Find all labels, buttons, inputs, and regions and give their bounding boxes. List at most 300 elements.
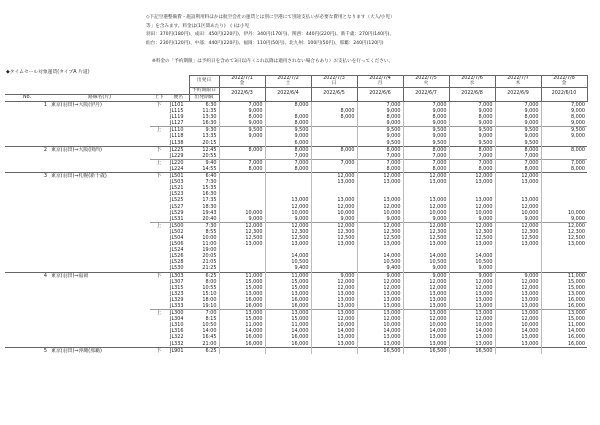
sale-end-label: 出発期限: [189, 94, 219, 101]
departure-time: 7:30: [205, 179, 217, 186]
fare-cell: 7,000: [449, 153, 495, 160]
fare-cell: 13,000: [357, 241, 403, 247]
table-row: [5, 153, 587, 160]
fare-cell: 8,000: [403, 114, 449, 120]
fare-cell: [311, 102, 357, 109]
fare-cell: 8,000: [495, 166, 541, 173]
fare-cell: 11,000: [265, 322, 311, 328]
fare-cell: 8,000: [541, 166, 587, 173]
fare-cell: 12,000: [495, 222, 541, 229]
fare-cell: 12,000: [449, 222, 495, 229]
direction: [150, 120, 168, 127]
deadline-date: 2022/6/7: [403, 87, 449, 101]
deadline-date: 2022/6/3: [219, 87, 265, 101]
fare-cell: 9,000: [403, 120, 449, 127]
fare-cell: 12,000: [265, 222, 311, 229]
fare-cell: 16,500: [357, 347, 403, 354]
direction: [150, 265, 168, 272]
fare-cell: [265, 173, 311, 180]
fare-cell: 12,000: [403, 222, 449, 229]
fare-cell: 8,000: [357, 166, 403, 173]
flight-number: JL524: [170, 247, 184, 254]
fare-cell: 10,000: [449, 210, 495, 216]
fare-cell: 13,000: [403, 179, 449, 185]
direction: [150, 166, 168, 173]
fare-cell: 12,000: [311, 204, 357, 210]
fare-cell: 13,000: [449, 197, 495, 203]
flight-number: JL526: [170, 253, 184, 260]
flight-number: JL502: [170, 228, 184, 235]
fare-cell: 13,000: [495, 297, 541, 303]
fare-cell: 9,000: [219, 216, 265, 223]
fare-cell: 14,000: [265, 328, 311, 334]
fare-cell: 8,000: [541, 114, 587, 120]
fare-cell: [495, 347, 541, 354]
fare-cell: 9,000: [449, 265, 495, 272]
fare-cell: 10,000: [219, 210, 265, 216]
fare-cell: 7,000: [449, 159, 495, 166]
flight-number: JL529: [170, 209, 184, 216]
fee-notice-line-4: 仙台：230円(120円)、中部：440円(220円)、福岡：110円(50円)、北九州：100円(50円)、那覇：240円(120円): [146, 40, 384, 46]
fare-cell: 8,000: [265, 120, 311, 127]
direction: 下: [150, 173, 168, 180]
fare-cell: 13,000: [311, 303, 357, 310]
fare-cell: 12,000: [357, 285, 403, 291]
departure-time: 20:55: [202, 152, 217, 159]
fare-cell: 7,000: [219, 102, 265, 109]
flight-number: JL115: [170, 108, 184, 115]
fare-cell: 12,000: [311, 279, 357, 285]
fare-cell: 13,000: [403, 303, 449, 310]
fare-cell: 14,000: [357, 328, 403, 334]
col-direction: 上下: [150, 94, 168, 101]
table-row: [5, 127, 587, 134]
departure-time: 11:00: [202, 241, 217, 248]
fare-cell: 13,000: [219, 241, 265, 247]
fee-notice: [146, 14, 586, 48]
fare-cell: 10,000: [403, 210, 449, 216]
fare-cell: 12,500: [219, 235, 265, 241]
fare-cell: 12,000: [311, 316, 357, 322]
departure-time: 14:00: [202, 328, 217, 335]
date-header: 2022/7/7 木: [495, 76, 541, 88]
fare-cell: 7,000: [357, 153, 403, 160]
departure-time: 15:10: [202, 290, 217, 297]
fare-cell: 16,500: [403, 347, 449, 354]
fare-cell: 8,000: [311, 146, 357, 153]
fare-cell: 16,000: [265, 303, 311, 310]
fare-cell: [219, 265, 265, 272]
flight-number: JL220: [168, 159, 189, 166]
fare-cell: 9,000: [219, 120, 265, 127]
date-header-row: [5, 76, 587, 88]
direction: 下: [150, 102, 168, 109]
deadline-date: 2022/6/10: [541, 87, 587, 101]
deadline-date: 2022/6/6: [357, 87, 403, 101]
fare-cell: 9,000: [357, 120, 403, 127]
flight-number: JL901: [168, 347, 189, 354]
fare-cell: 9,000: [449, 120, 495, 127]
fare-cell: 12,000: [357, 173, 403, 180]
fare-cell: 12,000: [541, 222, 587, 229]
deadline-date: 2022/6/4: [265, 87, 311, 101]
fare-cell: 14,000: [449, 253, 495, 259]
fare-cell: 9,500: [403, 140, 449, 147]
fare-cell: 13,000: [357, 334, 403, 340]
fare-cell: [265, 347, 311, 354]
departure-time: 6:30: [189, 102, 219, 109]
fare-cell: 13,000: [265, 310, 311, 317]
fare-cell: 12,300: [449, 229, 495, 235]
fare-cell: 12,000: [403, 316, 449, 322]
departure-time: 10:00: [202, 234, 217, 241]
fare-cell: 7,000: [265, 159, 311, 166]
fare-cell: 13,000: [403, 197, 449, 203]
date-header: 2022/7/1 金: [219, 76, 265, 88]
route-number: 4: [5, 272, 49, 279]
fare-cell: 9,000: [403, 108, 449, 114]
fare-cell: 16,000: [265, 297, 311, 303]
fare-cell: [219, 347, 265, 354]
fare-cell: 11,000: [219, 322, 265, 328]
fare-cell: 12,500: [265, 235, 311, 241]
flight-number: JL530: [170, 265, 184, 272]
route-name: [49, 153, 150, 160]
table-row: [5, 272, 587, 279]
fare-cell: 13,000: [495, 310, 541, 317]
col-route: 路線名(片): [49, 94, 150, 101]
fare-cell: [311, 347, 357, 354]
fare-cell: 13,000: [449, 303, 495, 310]
fare-cell: 8,000: [449, 114, 495, 120]
fare-cell: 16,000: [219, 303, 265, 310]
table-row: [5, 159, 587, 166]
departure-time: 16:30: [202, 191, 217, 198]
fare-cell: 16,000: [219, 334, 265, 340]
fare-cell: 15,000: [541, 316, 587, 322]
fare-cell: 9,500: [403, 127, 449, 134]
fare-cell: 9,000: [265, 216, 311, 223]
departure-time: 17:35: [202, 197, 217, 204]
direction: [150, 303, 168, 310]
fare-cell: 12,000: [265, 204, 311, 210]
fare-cell: 12,500: [495, 235, 541, 241]
flight-number: JL307: [170, 278, 184, 285]
fare-cell: [219, 153, 265, 160]
fare-cell: 7,000: [495, 153, 541, 160]
fare-cell: 12,000: [357, 204, 403, 210]
fare-cell: 8,000: [311, 114, 357, 120]
route-name: [49, 140, 150, 147]
direction: [150, 341, 168, 348]
departure-time: 21:25: [202, 265, 217, 272]
fare-table: [5, 75, 588, 354]
fare-cell: 9,000: [219, 133, 265, 139]
fare-cell: 7,000: [403, 102, 449, 109]
fare-cell: 12,000: [495, 279, 541, 285]
table-row: [5, 310, 587, 317]
departure-time: 7:30: [189, 222, 219, 229]
direction: 上: [150, 310, 168, 317]
fare-cell: 12,000: [403, 279, 449, 285]
fare-cell: 13,000: [357, 179, 403, 185]
fare-cell: 9,000: [219, 108, 265, 114]
departure-time: 18:30: [202, 203, 217, 210]
route-name: [49, 265, 150, 272]
fare-cell: 13,000: [311, 241, 357, 247]
fare-cell: 16,000: [541, 303, 587, 310]
fare-cell: 12,300: [541, 229, 587, 235]
fare-cell: 7,000: [403, 159, 449, 166]
departure-time: 19:43: [202, 209, 217, 216]
fare-cell: 6,000: [265, 140, 311, 147]
departure-time: 20:05: [202, 253, 217, 260]
fare-table-body: [5, 102, 587, 354]
route-number: [5, 303, 49, 310]
fee-notice-line-2: 等」を含みます。料金は(1区間あたり) ( )は小児: [146, 23, 250, 29]
fare-cell: 16,000: [265, 341, 311, 348]
flight-number: JL332: [170, 340, 184, 347]
direction: [150, 153, 168, 160]
direction: 下: [150, 146, 168, 153]
flight-number: JL118: [170, 133, 184, 140]
fare-cell: 10,000: [403, 322, 449, 328]
fare-cell: 16,000: [541, 341, 587, 348]
fare-cell: [311, 140, 357, 147]
fare-cell: 9,500: [219, 127, 265, 134]
fare-cell: 13,000: [495, 341, 541, 348]
flight-number: JL229: [170, 152, 184, 159]
fare-cell: 8,000: [265, 146, 311, 153]
fare-cell: 9,000: [449, 216, 495, 223]
fare-cell: 9,000: [357, 133, 403, 139]
fare-cell: [495, 265, 541, 272]
departure-time: 9:30: [189, 127, 219, 134]
fare-cell: 14,000: [495, 328, 541, 334]
fare-cell: 9,500: [495, 127, 541, 134]
departure-time: 14:55: [202, 165, 217, 172]
fare-cell: 9,000: [311, 272, 357, 279]
fare-cell: 13,000: [357, 197, 403, 203]
fare-cell: 13,000: [541, 291, 587, 297]
fare-cell: 9,000: [449, 272, 495, 279]
fare-cell: 12,500: [357, 235, 403, 241]
col-flight: 便名: [168, 94, 189, 101]
direction: [150, 216, 168, 223]
fare-cell: 13,000: [403, 291, 449, 297]
fare-cell: 10,500: [357, 259, 403, 265]
fare-cell: 8,000: [219, 166, 265, 173]
fare-cell: 8,000: [403, 166, 449, 173]
departure-time: 9:40: [189, 159, 219, 166]
departure-time: 18:00: [202, 296, 217, 303]
flight-number: JL503: [170, 179, 184, 186]
route-name: [49, 341, 150, 348]
fare-cell: 12,000: [495, 285, 541, 291]
route-number: [5, 153, 49, 160]
fare-cell: 12,000: [449, 173, 495, 180]
fare-cell: 12,000: [311, 173, 357, 180]
fare-cell: 8,000: [449, 166, 495, 173]
departure-time: 21:00: [202, 340, 217, 347]
page-title: ◆タイムセール対象運賃(タイプA 片道): [6, 70, 90, 75]
fare-cell: [219, 173, 265, 180]
fare-cell: [541, 347, 587, 354]
fare-cell: 7,000: [541, 102, 587, 109]
flight-number: JL322: [170, 334, 184, 341]
route-number: [5, 265, 49, 272]
route-number: [5, 120, 49, 127]
table-row: [5, 222, 587, 229]
fare-cell: 14,000: [357, 253, 403, 259]
fare-cell: 14,000: [219, 328, 265, 334]
fare-cell: 7,000: [219, 159, 265, 166]
route-number: [5, 310, 49, 317]
route-name: 東京(羽田)⇒札幌(新千歳): [49, 173, 150, 180]
fare-cell: 12,300: [495, 229, 541, 235]
route-number: [5, 166, 49, 173]
route-number: [5, 140, 49, 147]
flight-number: JL303: [168, 272, 189, 279]
fare-cell: 11,000: [541, 322, 587, 328]
fare-cell: 12,000: [449, 285, 495, 291]
fare-cell: 13,000: [449, 334, 495, 340]
fare-cell: 10,000: [311, 322, 357, 328]
route-number: 2: [5, 146, 49, 153]
date-header: 2022/7/3 日: [311, 76, 357, 88]
departure-time: 20:40: [202, 215, 217, 222]
fare-cell: 12,300: [265, 229, 311, 235]
fee-notice-line-3: 羽田：370円(180円)、成田：450円(220円)、伊丹：340円(170円)、関西：440円(220円)、新千歳：270円(140円)、: [146, 32, 395, 38]
flight-number: JL525: [170, 197, 184, 204]
fare-cell: 12,300: [357, 229, 403, 235]
direction: 下: [150, 272, 168, 279]
flight-number: JL323: [170, 290, 184, 297]
fare-cell: 14,000: [265, 253, 311, 259]
flight-number: JL110: [168, 127, 189, 134]
fare-cell: 13,000: [311, 334, 357, 340]
fare-cell: 13,000: [495, 291, 541, 297]
flight-number: JL310: [170, 322, 184, 329]
fare-cell: 15,000: [265, 279, 311, 285]
fare-cell: 16,000: [541, 297, 587, 303]
fare-cell: 10,000: [357, 210, 403, 216]
fare-cell: 13,000: [403, 341, 449, 348]
departure-time: 13:35: [202, 133, 217, 140]
flight-number: JL304: [170, 316, 184, 323]
flight-number: JL224: [170, 165, 184, 172]
fare-cell: 9,500: [265, 127, 311, 134]
fare-cell: [541, 173, 587, 180]
fare-cell: 11,000: [219, 272, 265, 279]
fare-cell: [219, 140, 265, 147]
departure-time: 6:25: [189, 347, 219, 354]
fare-cell: 13,000: [357, 291, 403, 297]
direction: 上: [150, 127, 168, 134]
route-name: [49, 166, 150, 173]
flight-number: JL225: [168, 146, 189, 153]
route-name: 東京(羽田)⇒福岡: [49, 272, 150, 279]
route-name: 東京(羽田)⇒大阪(関西): [49, 146, 150, 153]
departure-time: 19:00: [202, 247, 217, 254]
fare-cell: 13,000: [449, 241, 495, 247]
fare-cell: 9,500: [449, 140, 495, 147]
departure-time: 15:35: [202, 185, 217, 192]
departure-time: 19:10: [202, 303, 217, 309]
fare-cell: 13,000: [449, 179, 495, 185]
fare-cell: 13,000: [311, 297, 357, 303]
fare-cell: 14,000: [449, 328, 495, 334]
flight-number: JL500: [168, 222, 189, 229]
fare-cell: 10,000: [541, 210, 587, 216]
fare-cell: 13,000: [311, 197, 357, 203]
fare-cell: 15,000: [265, 285, 311, 291]
fare-cell: 9,000: [541, 108, 587, 114]
route-number: [5, 341, 49, 348]
route-number: [5, 216, 49, 223]
fare-cell: 7,000: [449, 102, 495, 109]
fare-cell: 13,000: [265, 197, 311, 203]
fare-cell: 14,000: [403, 253, 449, 259]
fare-cell: 16,000: [541, 334, 587, 340]
fare-cell: 7,000: [403, 153, 449, 160]
fare-cell: 13,000: [219, 310, 265, 317]
fare-cell: 13,000: [311, 341, 357, 348]
fare-cell: [541, 153, 587, 160]
route-number: 5: [5, 347, 49, 354]
fare-cell: 7,000: [265, 153, 311, 160]
fare-cell: 12,000: [449, 316, 495, 322]
fare-cell: 13,000: [403, 334, 449, 340]
fare-cell: 13,000: [541, 241, 587, 247]
fare-cell: 14,000: [541, 328, 587, 334]
flight-number: JL329: [170, 296, 184, 303]
fare-cell: 13,000: [219, 291, 265, 297]
fare-cell: 12,000: [403, 204, 449, 210]
table-row: [5, 347, 587, 354]
departure-time: 10:50: [202, 322, 217, 329]
fare-cell: 13,000: [357, 297, 403, 303]
fare-cell: 10,000: [311, 210, 357, 216]
departure-time: 8:15: [205, 316, 217, 323]
fare-cell: 8,000: [265, 114, 311, 120]
fare-cell: 8,000: [495, 146, 541, 153]
fare-cell: [311, 166, 357, 173]
fare-cell: 15,000: [541, 285, 587, 291]
fare-cell: 10,000: [265, 210, 311, 216]
fare-cell: 9,000: [357, 216, 403, 223]
fare-cell: 7,000: [311, 159, 357, 166]
route-name: [49, 303, 150, 310]
table-row: [5, 303, 587, 310]
fare-cell: 9,000: [541, 120, 587, 127]
fare-cell: 12,500: [311, 235, 357, 241]
flight-number: JL127: [170, 120, 184, 127]
deadline-date: 2022/6/9: [495, 87, 541, 101]
fare-cell: 12,500: [541, 235, 587, 241]
fare-cell: 8,000: [541, 146, 587, 153]
flight-number: JL523: [170, 191, 184, 198]
departure-label: 出発日: [189, 76, 219, 88]
fare-cell: 13,000: [311, 291, 357, 297]
fare-cell: 12,000: [449, 204, 495, 210]
col-no: No.: [5, 94, 49, 101]
fare-cell: 12,500: [403, 235, 449, 241]
fare-cell: 12,300: [219, 229, 265, 235]
fare-cell: 10,000: [495, 210, 541, 216]
departure-time: 10:55: [202, 284, 217, 291]
fare-cell: 7,000: [495, 159, 541, 166]
